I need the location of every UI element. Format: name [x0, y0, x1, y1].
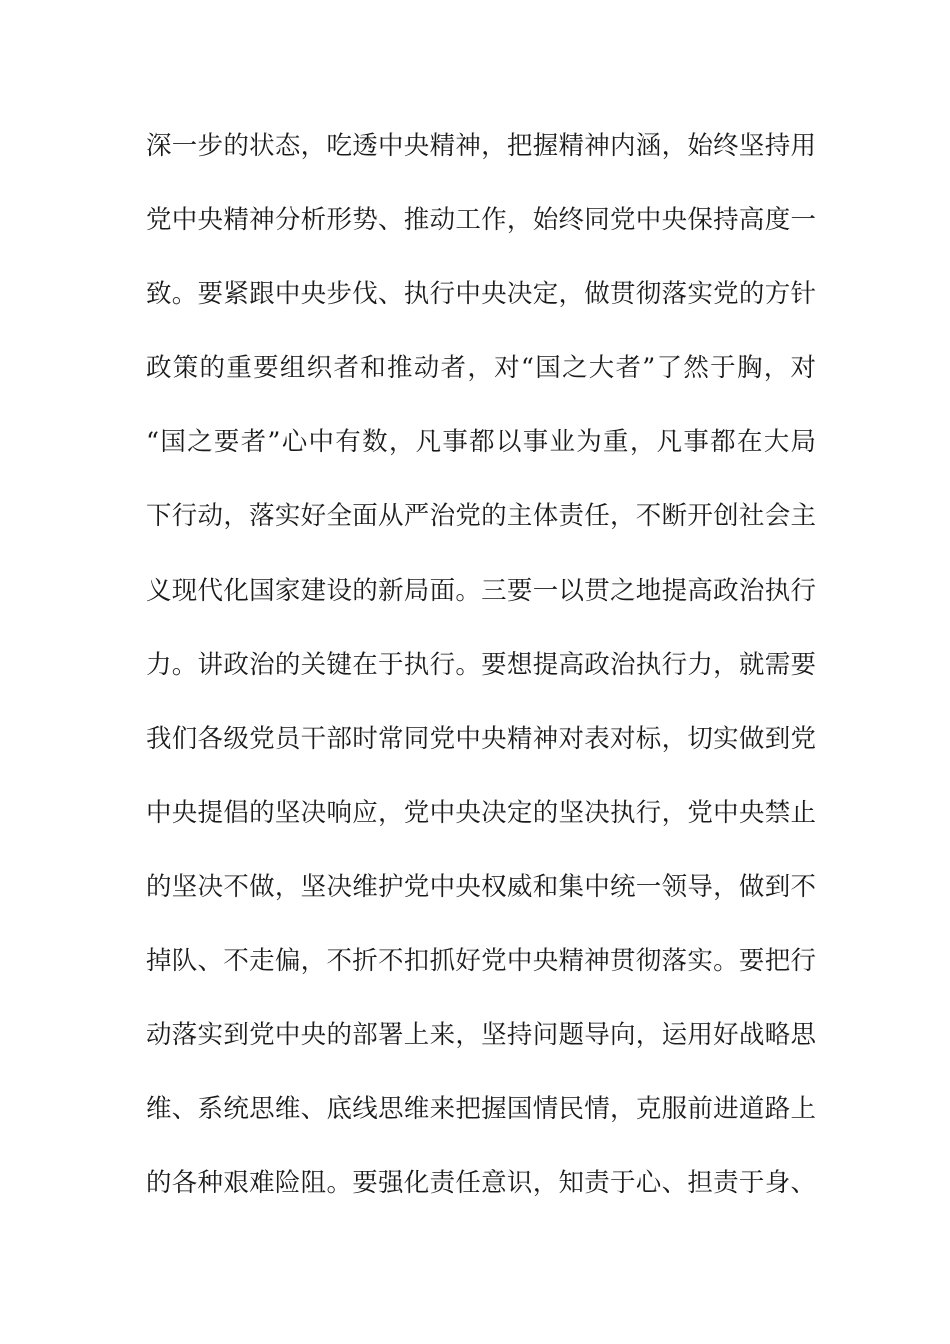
text-line: 的各种艰难险阻。要强化责任意识，知责于心、担责于身、 [146, 1168, 816, 1199]
text-line: 义现代化国家建设的新局面。三要一以贯之地提高政治执行 [146, 575, 816, 606]
text-line: 下行动，落实好全面从严治党的主体责任，不断开创社会主 [146, 501, 816, 532]
text-line: 动落实到党中央的部署上来，坚持问题导向，运用好战略思 [146, 1020, 816, 1051]
body-text [146, 131, 816, 1242]
text-line: 维、系统思维、底线思维来把握国情民情，克服前进道路上 [146, 1094, 816, 1125]
text-line: 政策的重要组织者和推动者，对“国之大者”了然于胸，对 [146, 353, 816, 384]
text-line: 的坚决不做，坚决维护党中央权威和集中统一领导，做到不 [146, 871, 816, 902]
text-line: 深一步的状态，吃透中央精神，把握精神内涵，始终坚持用 [146, 131, 816, 161]
text-line: 党中央精神分析形势、推动工作，始终同党中央保持高度一 [146, 205, 816, 236]
text-line: 中央提倡的坚决响应，党中央决定的坚决执行，党中央禁止 [146, 797, 816, 828]
text-line: 力。讲政治的关键在于执行。要想提高政治执行力，就需要 [146, 649, 816, 680]
text-line: 致。要紧跟中央步伐、执行中央决定，做贯彻落实党的方针 [146, 279, 816, 310]
text-line: 我们各级党员干部时常同党中央精神对表对标，切实做到党 [146, 723, 816, 754]
text-line: “国之要者”心中有数，凡事都以事业为重，凡事都在大局 [146, 427, 816, 458]
text-line: 掉队、不走偏，不折不扣抓好党中央精神贯彻落实。要把行 [146, 946, 816, 977]
